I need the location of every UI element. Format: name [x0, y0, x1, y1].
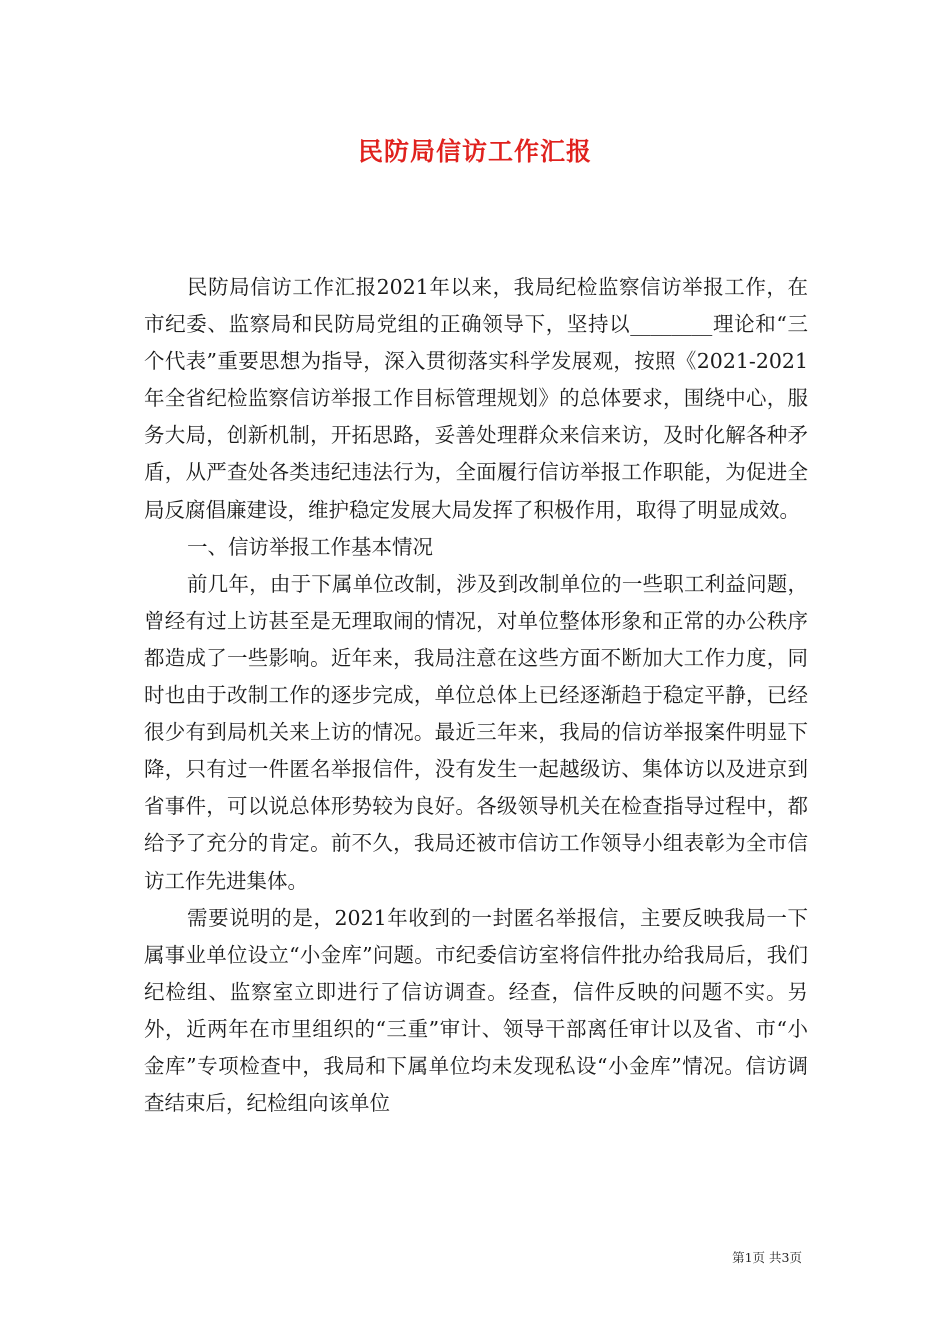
document-body — [144, 269, 808, 1122]
paragraph-explanation: 需要说明的是，2021年收到的一封匿名举报信，主要反映我局一下属事业单位设立“小金库”问题。市纪委信访室将信件批办给我局后，我们纪检组、监察室立即进行了信访调查。经查，信件反映的问题不实。另外，近两年在市里组织的“三重”审计、领导干部离任审计以及省、市“小金库”专项检查中，我局和下属单位均未发现私设“小金库”情况。信访调查结束后，纪检组向该单位 — [144, 905, 808, 1116]
document-title: 民防局信访工作汇报 — [357, 137, 592, 166]
paragraph-intro: 民防局信访工作汇报2021年以来，我局纪检监察信访举报工作，在市纪委、监察局和民防局党组的正确领导下，坚持以________理论和“三个代表”重要思想为指导，深入贯彻落实科学发展观，按照《2021-2021年全省纪检监察信访举报工作目标管理规划》的总体要求，围绕中心，服务大局，创新机制，开拓思路，妥善处理群众来信来访，及时化解各种矛盾，从严查处各类违纪违法行为，全面履行信访举报工作职能，为促进全局反腐倡廉建设，维护稳定发展大局发挥了积极作用，取得了明显成效。 — [144, 275, 808, 522]
paragraph-situation: 前几年，由于下属单位改制，涉及到改制单位的一些职工利益问题，曾经有过上访甚至是无理取闹的情况，对单位整体形象和正常的办公秩序都造成了一些影响。近年来，我局注意在这些方面不断加大工作力度，同时也由于改制工作的逐步完成，单位总体上已经逐渐趋于稳定平静，已经很少有到局机关来上访的情况。最近三年来，我局的信访举报案件明显下降，只有过一件匿名举报信件，没有发生一起越级访、集体访以及进京到省事件，可以说总体形势较为良好。各级领导机关在检查指导过程中，都给予了充分的肯定。前不久，我局还被市信访工作领导小组表彰为全市信访工作先进集体。 — [144, 571, 808, 893]
section-heading: 一、信访举报工作基本情况 — [187, 534, 434, 559]
page-number: 第1页 共3页 — [732, 1250, 802, 1265]
